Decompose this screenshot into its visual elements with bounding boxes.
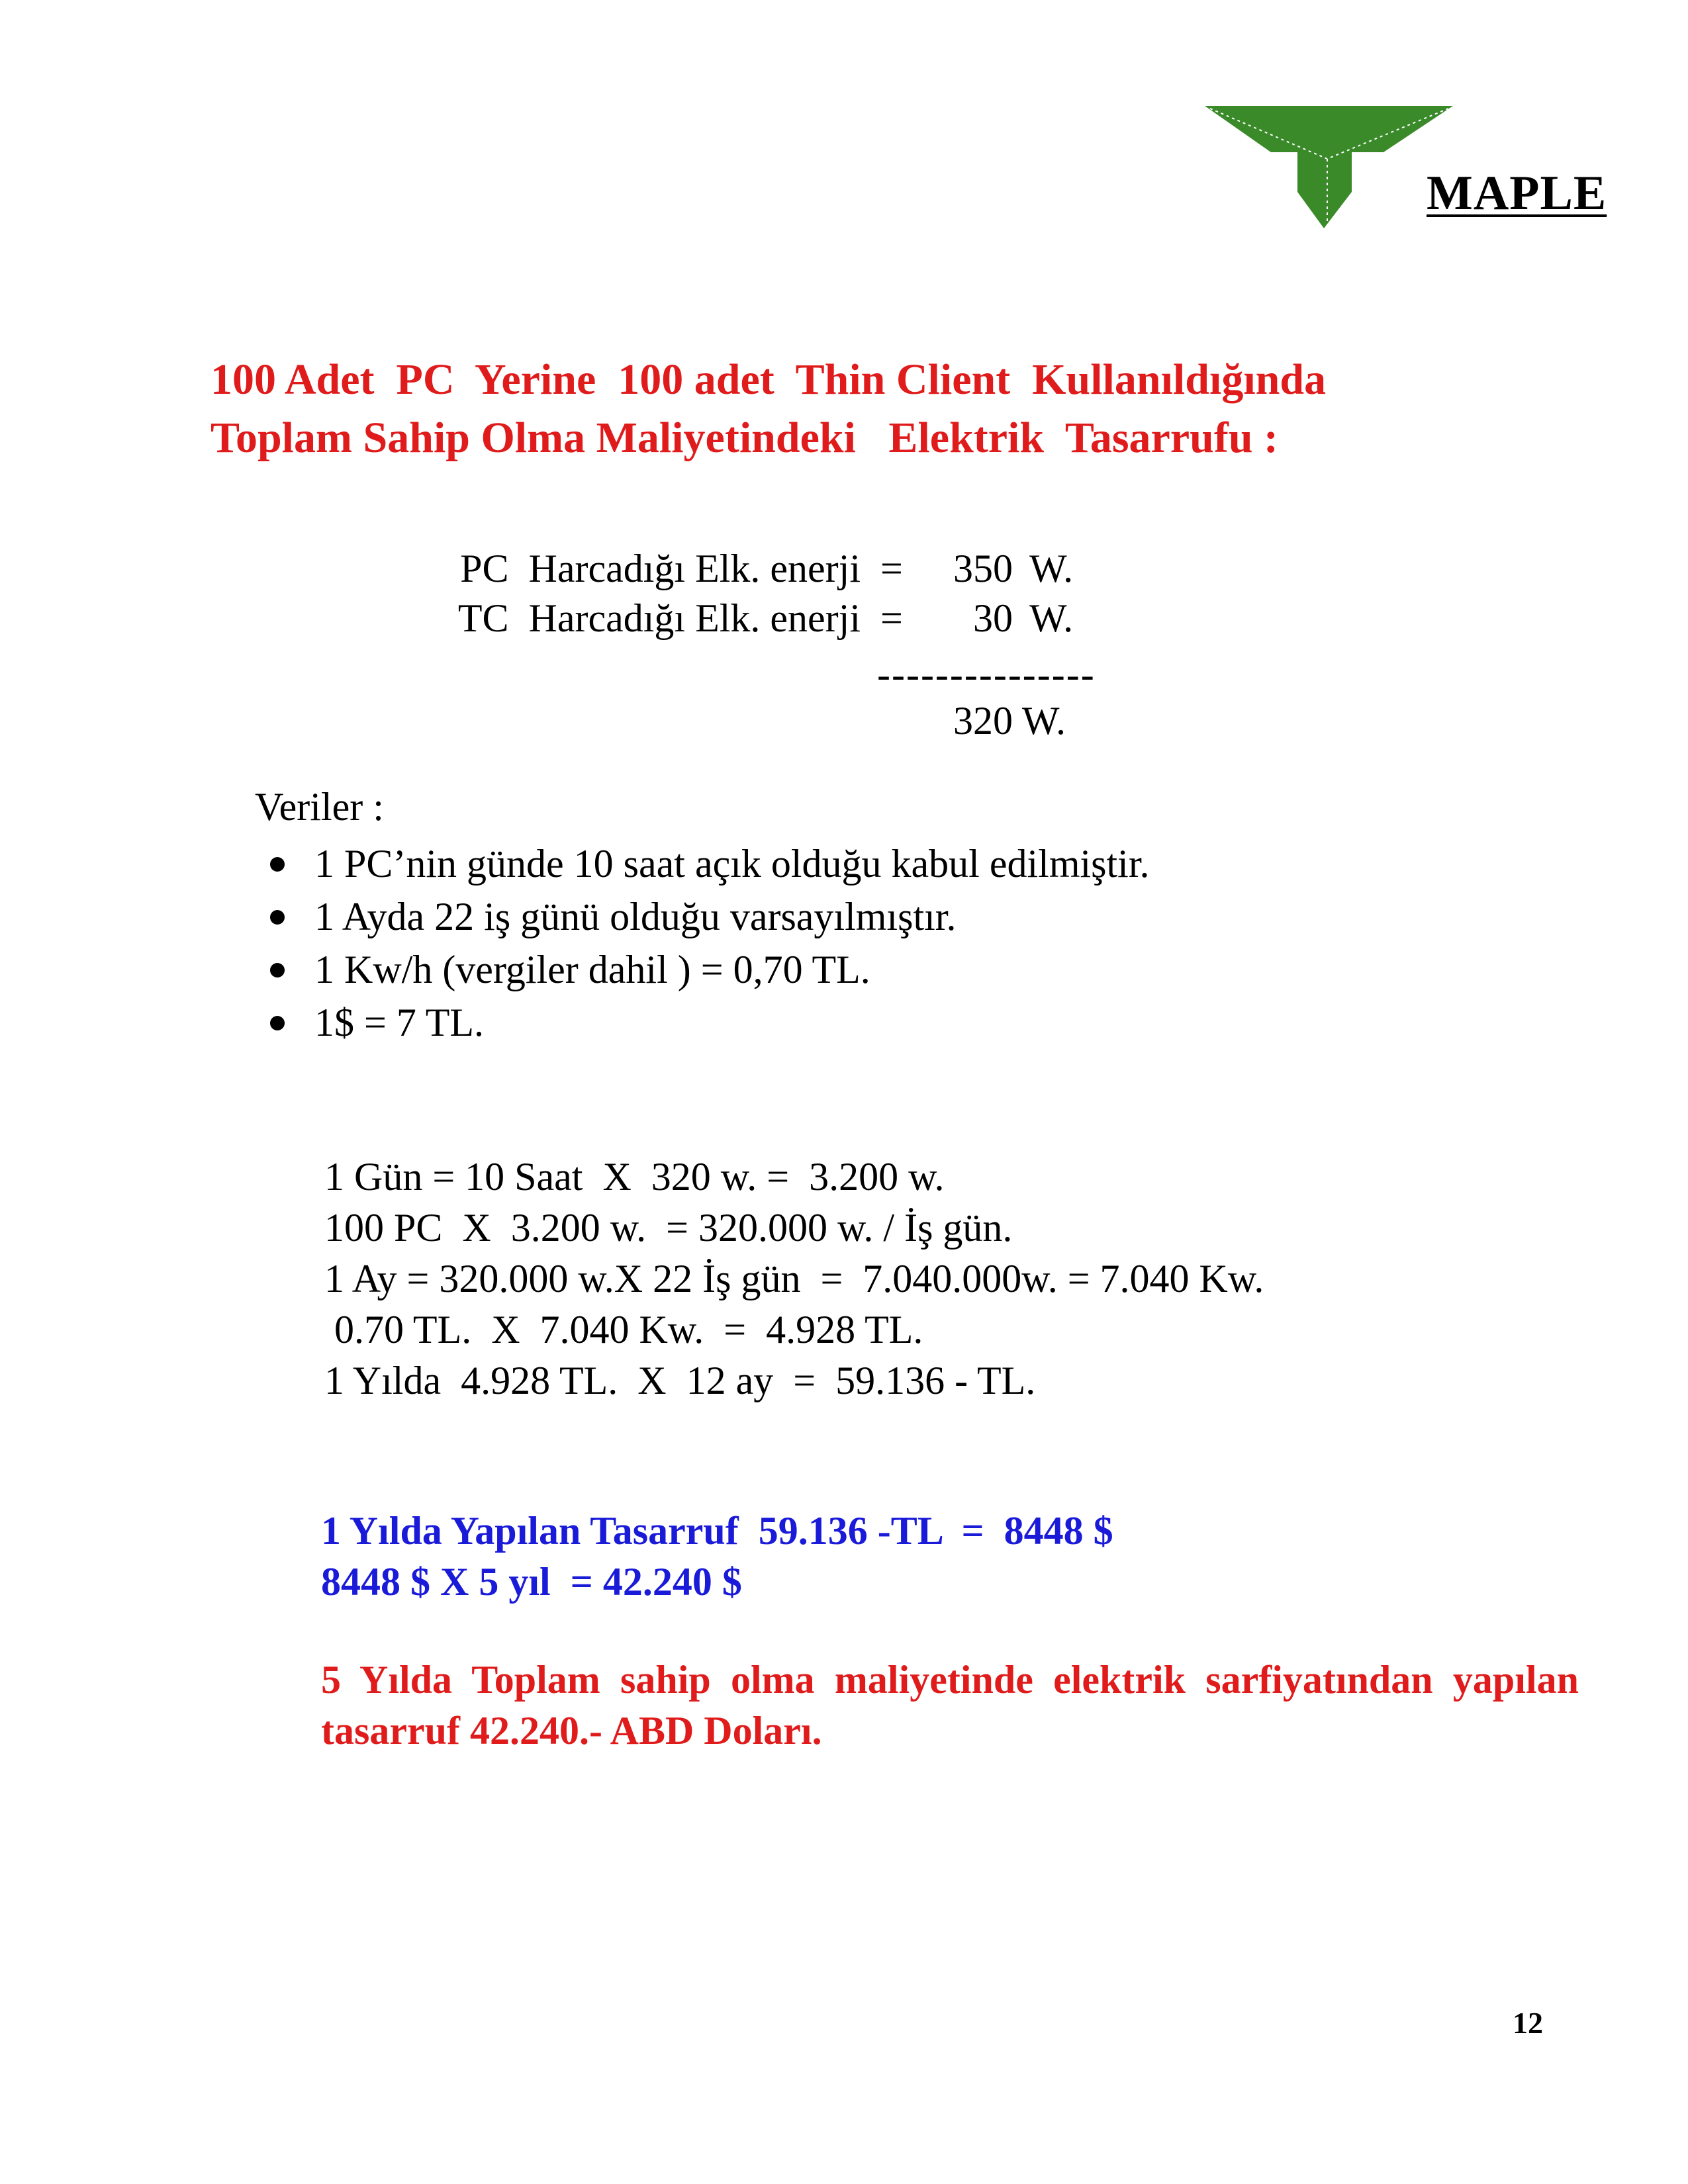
- energy-tc-value: 30: [973, 596, 1013, 640]
- savings-line-2: 8448 $ X 5 yıl = 42.240 $: [321, 1560, 742, 1604]
- logo-text: MAPLE: [1427, 166, 1607, 220]
- energy-pc-equals: =: [880, 547, 903, 590]
- page-number: 12: [1513, 2006, 1543, 2040]
- energy-separator: ---------------: [877, 653, 1096, 696]
- calculation-line: 1 Yılda 4.928 TL. X 12 ay = 59.136 - TL.: [324, 1359, 1036, 1402]
- maple-leaf-logo-icon: [1205, 99, 1456, 238]
- bullet-icon: [270, 857, 285, 872]
- energy-tc-unit: W.: [1029, 596, 1074, 640]
- list-item: 1 Kw/h (vergiler dahil ) = 0,70 TL.: [258, 943, 1150, 996]
- energy-row-pc: [0, 546, 1688, 599]
- page-title: [211, 351, 1568, 467]
- energy-pc-value: 350: [953, 547, 1013, 590]
- veriler-list: [258, 837, 1150, 1049]
- title-line-2: Toplam Sahip Olma Maliyetindeki Elektrik Tasarrufu :: [211, 414, 1279, 462]
- energy-pc-label: PC Harcadığı Elk. enerji: [460, 547, 861, 590]
- energy-row-tc: [0, 596, 1688, 649]
- list-item: 1$ = 7 TL.: [258, 996, 1150, 1049]
- title-line-1: 100 Adet PC Yerine 100 adet Thin Client Kullanıldığında: [211, 355, 1327, 404]
- calculation-line: 0.70 TL. X 7.040 Kw. = 4.928 TL.: [324, 1308, 923, 1351]
- bullet-icon: [270, 910, 285, 925]
- conclusion-text: 5 Yılda Toplam sahip olma maliyetinde elektrik sarfiyatından yapılan tasarruf 42.240.- ABD Doları.: [321, 1658, 1579, 1752]
- bullet-icon: [270, 963, 285, 978]
- maple-logo: [1205, 99, 1615, 245]
- calculation-line: 1 Ay = 320.000 w.X 22 İş gün = 7.040.000w. = 7.040 Kw.: [324, 1257, 1264, 1300]
- veriler-heading: Veriler :: [255, 785, 384, 829]
- energy-total: 320 W.: [953, 699, 1066, 743]
- energy-pc-unit: W.: [1029, 547, 1074, 590]
- bullet-icon: [270, 1016, 285, 1030]
- calculations: [324, 1152, 1264, 1406]
- savings-summary: [321, 1506, 1113, 1608]
- energy-tc-equals: =: [880, 596, 903, 640]
- savings-line-1: 1 Yılda Yapılan Tasarruf 59.136 -TL = 8448 $: [321, 1509, 1113, 1553]
- list-item: 1 Ayda 22 iş günü olduğu varsayılmıştır.: [258, 890, 1150, 943]
- calculation-line: 1 Gün = 10 Saat X 320 w. = 3.200 w.: [324, 1155, 945, 1199]
- calculation-line: 100 PC X 3.200 w. = 320.000 w. / İş gün.: [324, 1206, 1013, 1250]
- list-item: 1 PC’nin günde 10 saat açık olduğu kabul edilmiştir.: [258, 837, 1150, 890]
- energy-tc-label: TC Harcadığı Elk. enerji: [457, 596, 861, 640]
